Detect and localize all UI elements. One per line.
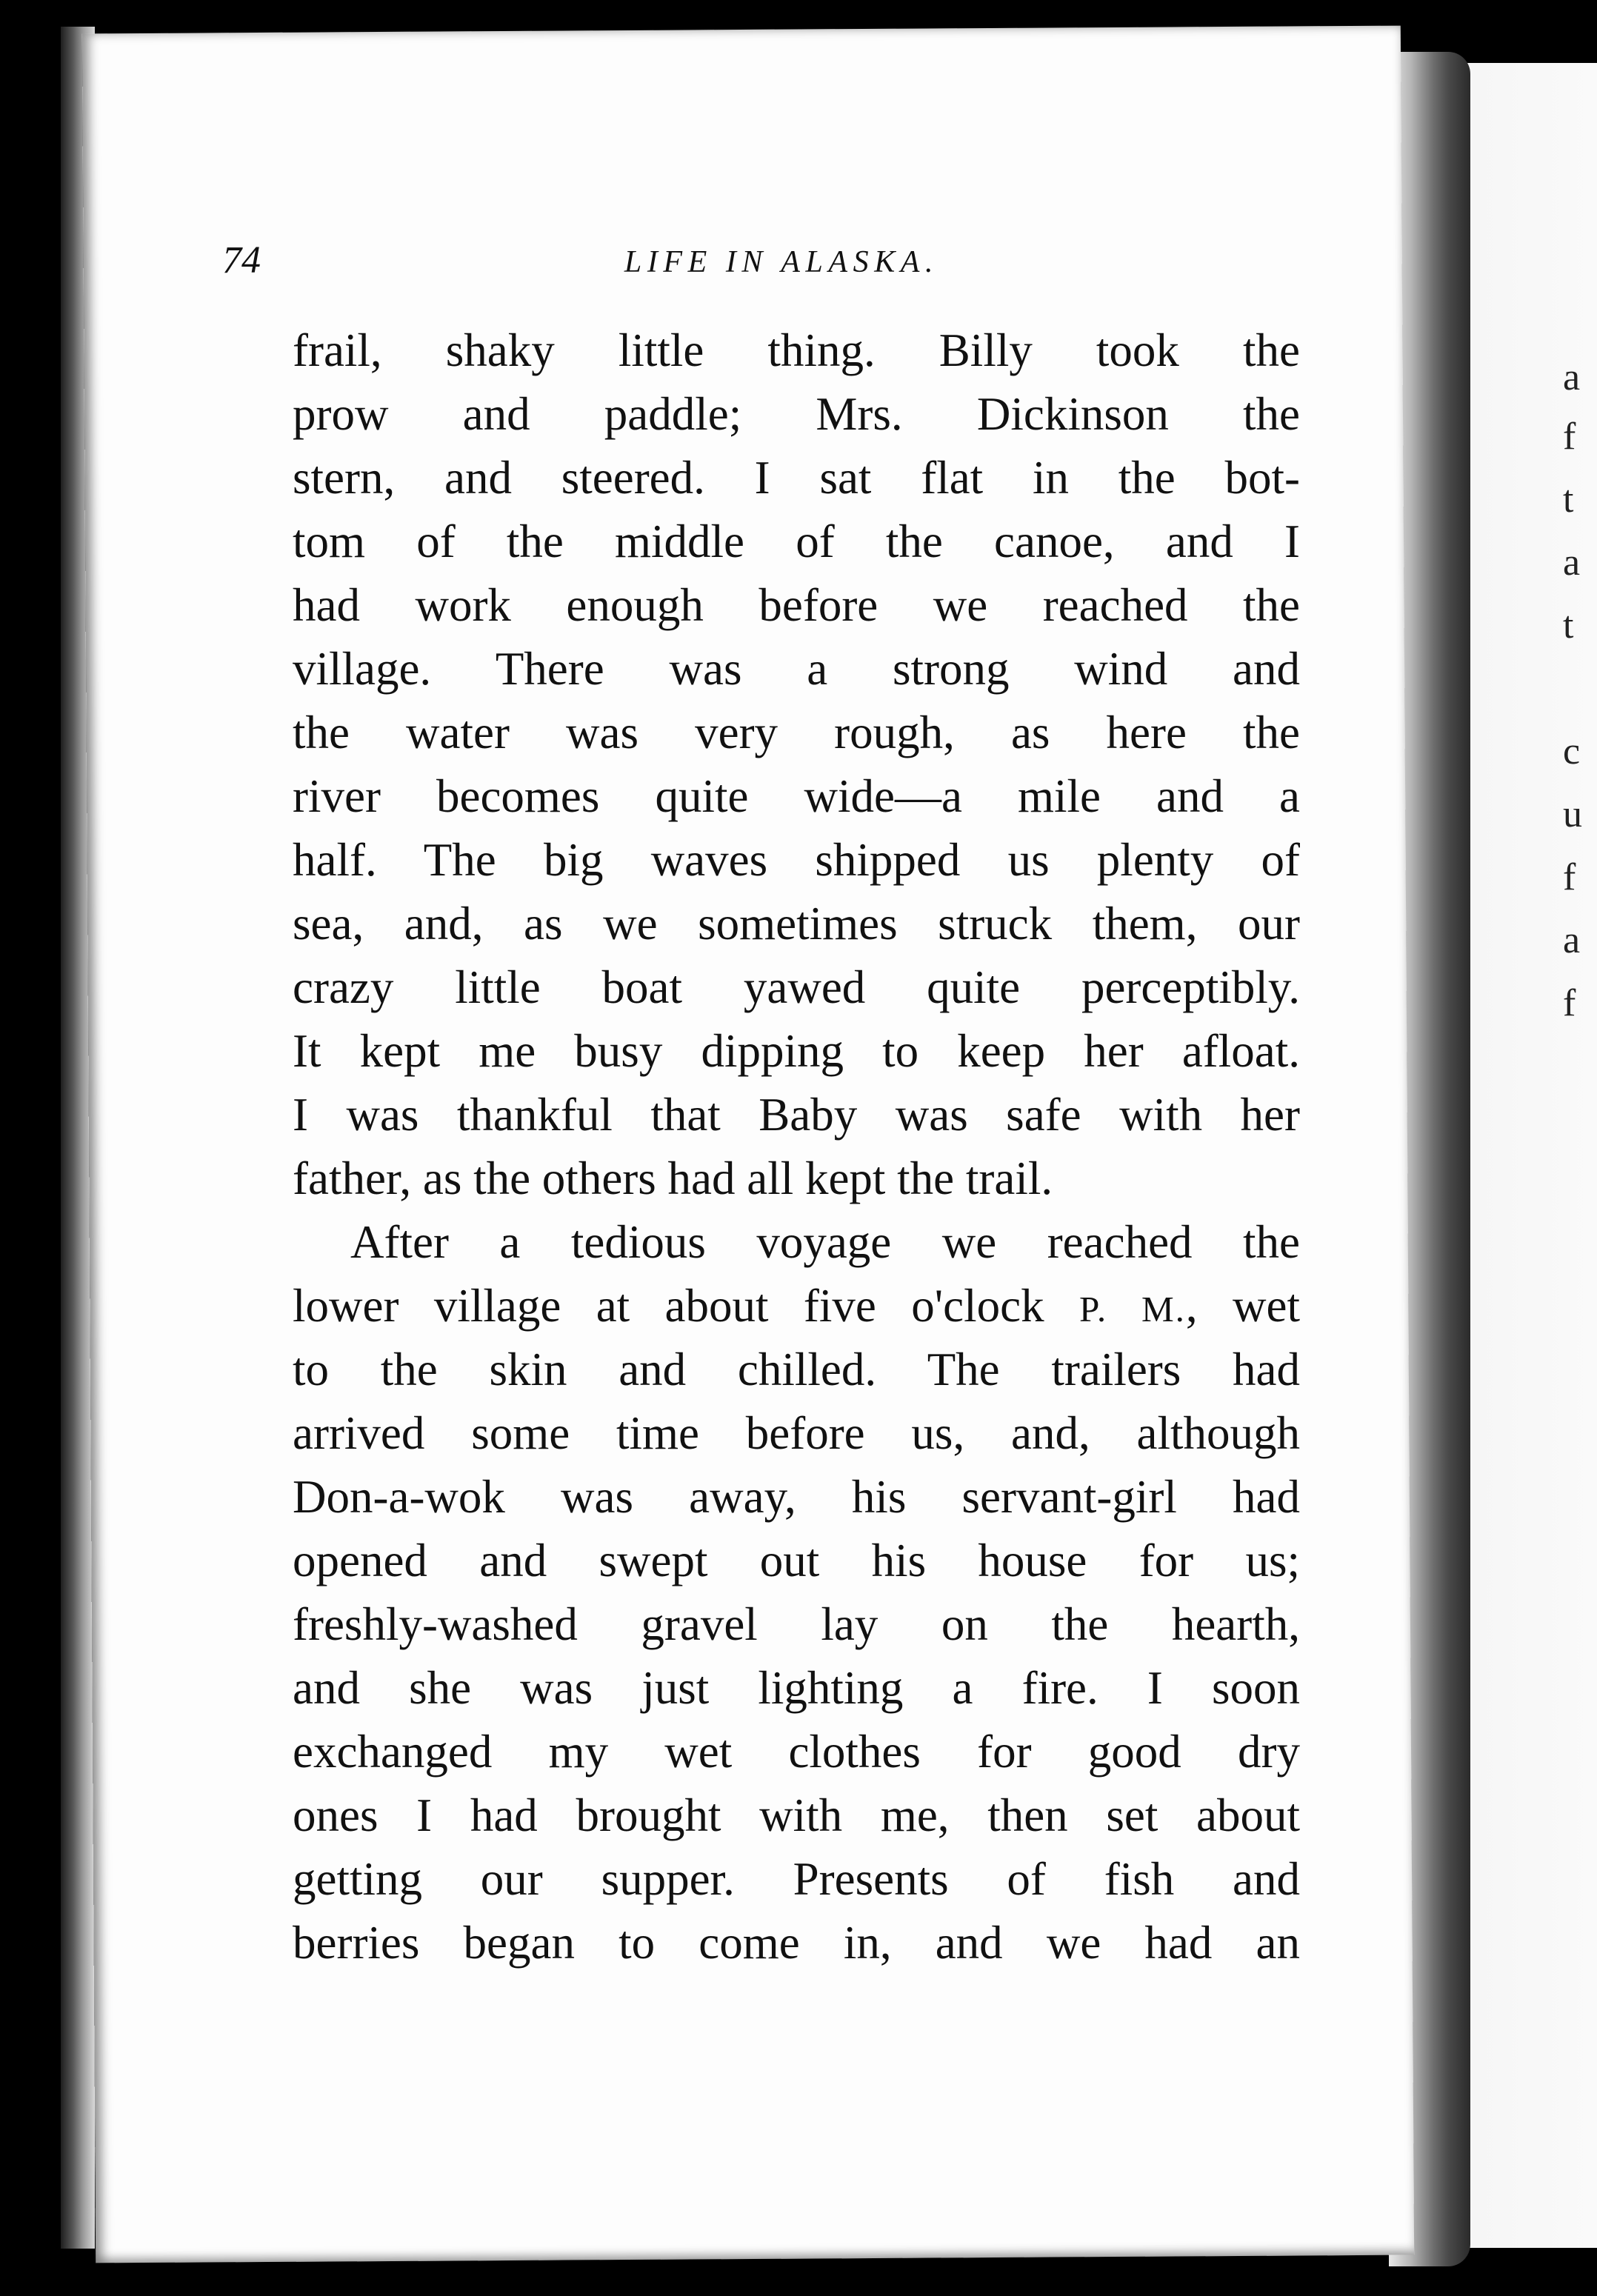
facing-fragment: f — [1563, 856, 1576, 898]
text-line: the water was very rough, as here the — [293, 707, 1300, 758]
text-line: After a tedious voyage we reached the — [350, 1216, 1300, 1268]
page-number: 74 — [222, 239, 261, 281]
text-line: I was thankful that Baby was safe with her — [293, 1089, 1300, 1141]
text-line: half. The big waves shipped us plenty of — [293, 834, 1300, 886]
text-line: river becomes quite wide—a mile and a — [293, 770, 1300, 822]
time-abbreviation: P. M. — [1078, 1289, 1186, 1329]
text-fragment: , wet — [1185, 1280, 1300, 1332]
facing-fragment: f — [1563, 982, 1576, 1024]
text-line: ones I had brought with me, then set about — [293, 1789, 1300, 1841]
text-line: berries began to come in, and we had an — [293, 1917, 1300, 1969]
facing-fragment: t — [1563, 478, 1574, 521]
facing-fragment: a — [1563, 356, 1581, 398]
text-line: It kept me busy dipping to keep her afloat. — [293, 1025, 1300, 1077]
facing-fragment: a — [1563, 541, 1581, 584]
text-line: sea, and, as we sometimes struck them, our — [293, 898, 1300, 950]
book-title: LIFE IN ALASKA. — [624, 245, 939, 279]
text-line: crazy little boat yawed quite perceptibly. — [293, 961, 1300, 1013]
facing-fragment: u — [1563, 793, 1582, 835]
facing-fragment: t — [1563, 604, 1574, 647]
text-line: had work enough before we reached the — [293, 579, 1300, 631]
text-line: Don-a-wok was away, his servant-girl had — [293, 1471, 1300, 1523]
text-line-with-time — [293, 1274, 1300, 1338]
text-line: freshly-washed gravel lay on the hearth, — [293, 1598, 1300, 1650]
text-line: prow and paddle; Mrs. Dickinson the — [293, 388, 1300, 440]
facing-fragment: a — [1563, 919, 1581, 961]
text-line: exchanged my wet clothes for good dry — [293, 1726, 1300, 1778]
text-line: stern, and steered. I sat flat in the bot- — [293, 452, 1300, 504]
facing-fragment: f — [1563, 416, 1576, 458]
text-line: opened and swept out his house for us; — [293, 1535, 1300, 1586]
facing-fragment: c — [1563, 730, 1581, 772]
text-line: arrived some time before us, and, although — [293, 1407, 1300, 1459]
text-line: and she was just lighting a fire. I soon — [293, 1662, 1300, 1714]
text-line: frail, shaky little thing. Billy took the — [293, 324, 1300, 376]
body-text — [293, 318, 1300, 1975]
text-line: getting our supper. Presents of fish and — [293, 1853, 1300, 1905]
text-line: tom of the middle of the canoe, and I — [293, 515, 1300, 567]
text-line: village. There was a strong wind and — [293, 643, 1300, 695]
text-fragment: lower village at about five o'clock — [293, 1280, 1044, 1332]
running-head — [222, 238, 1311, 283]
text-line: to the skin and chilled. The trailers had — [293, 1344, 1300, 1395]
text-line: father, as the others had all kept the trail. — [293, 1152, 1053, 1204]
